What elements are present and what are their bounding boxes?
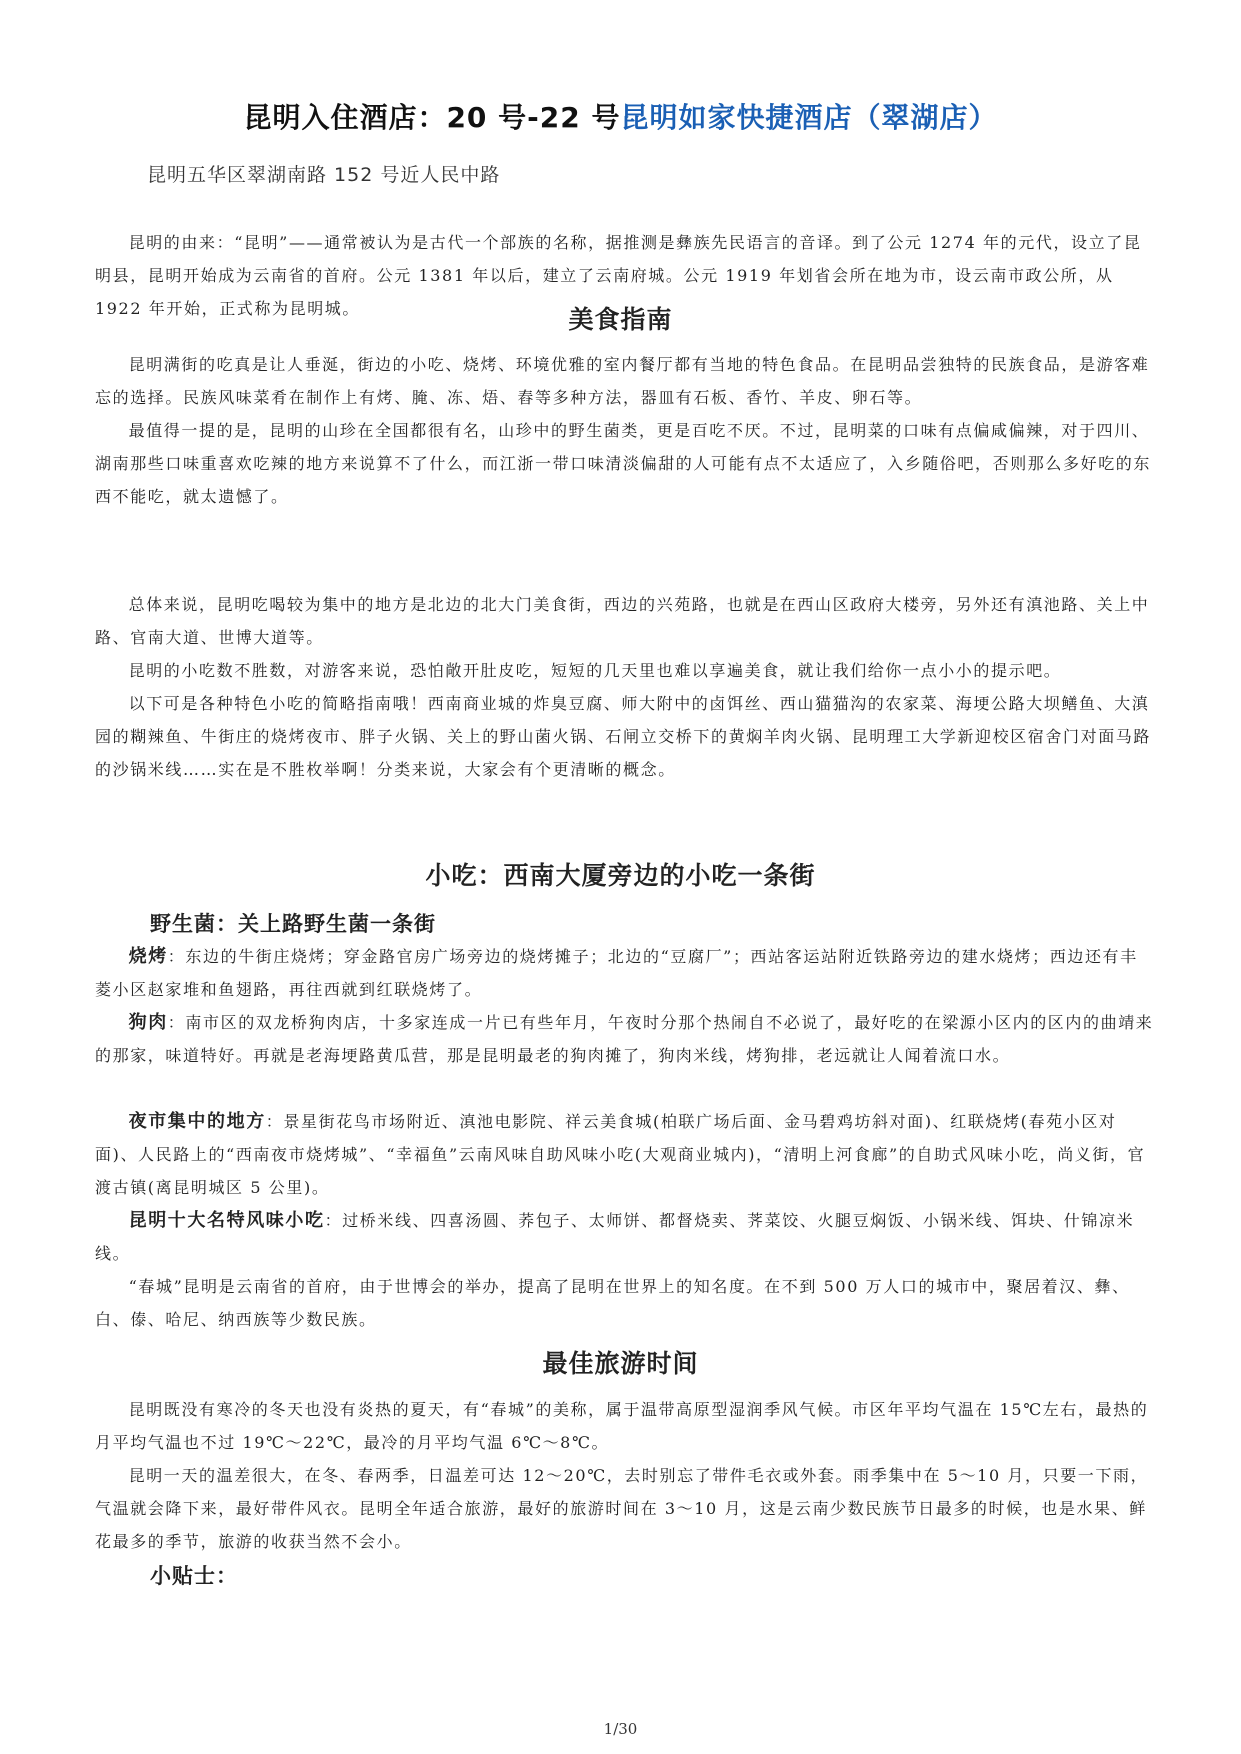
food-paragraph-1: 昆明满街的吃真是让人垂涎，街边的小吃、烧烤、环境优雅的室内餐厅都有当地的特色食品。在昆明品尝独特的民族食品，是游客难忘的选择。民族风味菜肴在制作上有烤、腌、冻、焐、舂等多种方法，器皿有石板、香竹、羊皮、卵石等。 [95, 355, 1150, 407]
top-ten-snacks-label: 昆明十大名特风味小吃 [128, 1210, 325, 1231]
climate-paragraph-2: 昆明一天的温差很大，在冬、春两季，日温差可达 12～20℃，去时别忘了带件毛衣或外套。雨季集中在 5～10 月，只要一下雨，气温就会降下来，最好带件风衣。昆明全年适合旅游，最好的旅游时间在 3～10 月，这是云南少数民族节日最多的时候，也是水果、鲜花最多的季节，旅游的收获当然不会小。 [95, 1466, 1149, 1551]
dog-meat-paragraph [95, 1006, 1155, 1072]
tips-heading: 小贴士： [150, 1564, 238, 1588]
wild-mushroom-subheading: 野生菌：关上路野生菌一条街 [150, 912, 436, 936]
title-prefix: 昆明入住酒店：20 号-22 号 [243, 101, 621, 134]
bbq-text: ：东边的牛街庄烧烤；穿金路官房广场旁边的烧烤摊子；北边的“豆腐厂”；西站客运站附近铁路旁边的建水烧烤；西边还有丰菱小区赵家堆和鱼翅路，再往西就到红联烧烤了。 [95, 947, 1138, 999]
night-market-paragraph [95, 1105, 1155, 1204]
hotel-address: 昆明五华区翠湖南路 152 号近人民中路 [147, 164, 501, 186]
kunming-origin-paragraph: 昆明的由来：“昆明”——通常被认为是古代一个部族的名称，据推测是彝族先民语言的音译。到了公元 1274 年的元代，设立了昆明县，昆明开始成为云南省的首府。公元 1381 年以后，建立了云南府城。公元 1919 年划省会所在地为市，设云南市政公所，从 1922 年开始，正式称为昆明城。 [95, 233, 1142, 318]
food-paragraph-5: 以下可是各种特色小吃的简略指南哦！西南商业城的炸臭豆腐、师大附中的卤饵丝、西山猫猫沟的农家菜、海埂公路大坝鳝鱼、大滇园的糊辣鱼、牛街庄的烧烤夜市、胖子火锅、关上的野山菌火锅、石闸立交桥下的黄焖羊肉火锅、昆明理工大学新迎校区宿舍门对面马路的沙锅米线……实在是不胜枚举啊！分类来说，大家会有个更清晰的概念。 [95, 694, 1152, 779]
bbq-label: 烧烤 [128, 946, 168, 967]
top-ten-snacks-text: ：过桥米线、四喜汤圆、荞包子、太师饼、都督烧卖、荠菜饺、火腿豆焖饭、小锅米线、饵块、什锦凉米线。 [95, 1211, 1135, 1263]
food-paragraph-3: 总体来说，昆明吃喝较为集中的地方是北边的北大门美食街，西边的兴苑路，也就是在西山区政府大楼旁，另外还有滇池路、关上中路、官南大道、世博大道等。 [95, 595, 1150, 647]
bbq-paragraph [95, 940, 1155, 1006]
best-travel-time-heading: 最佳旅游时间 [542, 1349, 699, 1378]
night-market-label: 夜市集中的地方 [128, 1111, 266, 1132]
food-guide-heading: 美食指南 [568, 305, 673, 334]
climate-paragraph-1: 昆明既没有寒冷的冬天也没有炎热的夏天，有“春城”的美称，属于温带高原型湿润季风气候。市区年平均气温在 15℃左右，最热的月平均气温也不过 19℃～22℃，最冷的月平均气温 6℃～8℃。 [95, 1400, 1149, 1452]
food-paragraph-4: 昆明的小吃数不胜数，对游客来说，恐怕敞开肚皮吃，短短的几天里也难以享遍美食，就让我们给你一点小小的提示吧。 [128, 661, 1062, 680]
hotel-link[interactable]: 昆明如家快捷酒店（翠湖店） [620, 101, 998, 134]
dog-meat-label: 狗肉 [128, 1012, 168, 1033]
night-market-text: ：景星街花鸟市场附近、滇池电影院、祥云美食城(柏联广场后面、金马碧鸡坊斜对面)、红联烧烤(春苑小区对面)、人民路上的“西南夜市烧烤城”、“幸福鱼”云南风味自助风味小吃(大观商业城内)，“清明上河食廊”的自助式风味小吃，尚义街，官渡古镇(离昆明城区 5 公里)。 [95, 1112, 1146, 1197]
food-paragraph-2: 最值得一提的是，昆明的山珍在全国都很有名，山珍中的野生菌类，更是百吃不厌。不过，昆明菜的口味有点偏咸偏辣，对于四川、湖南那些口味重喜欢吃辣的地方来说算不了什么，而江浙一带口味清淡偏甜的人可能有点不太适应了，入乡随俗吧，否则那么多好吃的东西不能吃，就太遗憾了。 [95, 421, 1152, 506]
dog-meat-text: ：南市区的双龙桥狗肉店，十多家连成一片已有些年月，午夜时分那个热闹自不必说了，最好吃的在梁源小区内的区内的曲靖来的那家，味道特好。再就是老海埂路黄瓜营，那是昆明最老的狗肉摊了，狗肉米线，烤狗排，老远就让人闻着流口水。 [95, 1013, 1154, 1065]
page-title [0, 96, 1241, 136]
top-ten-snacks-paragraph [95, 1204, 1155, 1270]
page-number: 1/30 [603, 1720, 638, 1738]
snack-street-heading: 小吃：西南大厦旁边的小吃一条街 [425, 861, 816, 890]
spring-city-paragraph: “春城”昆明是云南省的首府，由于世博会的举办，提高了昆明在世界上的知名度。在不到 500 万人口的城市中，聚居着汉、彝、白、傣、哈尼、纳西族等少数民族。 [95, 1277, 1130, 1329]
